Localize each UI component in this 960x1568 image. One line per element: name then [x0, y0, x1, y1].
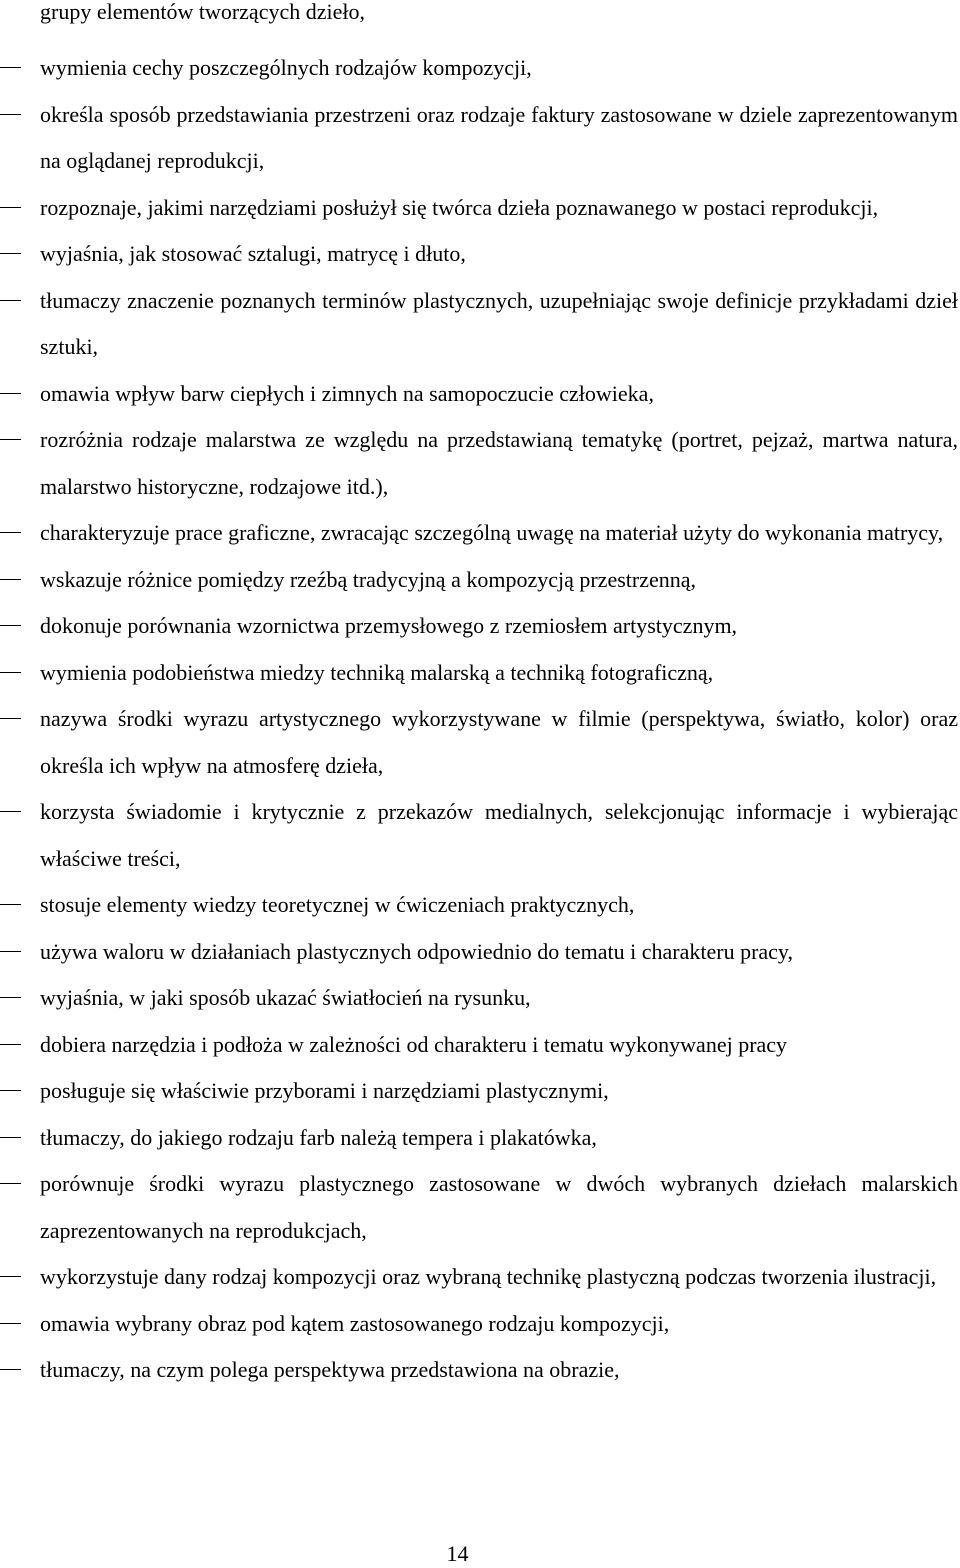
list-item	[0, 789, 960, 882]
list-item	[0, 882, 960, 929]
list-item	[0, 650, 960, 697]
dash-bullet-icon	[0, 1369, 21, 1370]
list-item	[0, 1301, 960, 1348]
list-item-text: nazywa środki wyrazu artystycznego wykorzystywane w filmie (perspektywa, światło, kolor) oraz określa ich wpływ na atmosferę dzieła,	[40, 706, 958, 778]
list-item	[0, 1347, 960, 1394]
list-item-text: dobiera narzędzia i podłoża w zależności od charakteru i tematu wykonywanej pracy	[40, 1031, 788, 1057]
list-item-text: używa waloru w działaniach plastycznych odpowiednio do tematu i charakteru pracy,	[40, 938, 794, 964]
list-item	[0, 1068, 960, 1115]
list-item	[0, 231, 960, 278]
list-item-text: wykorzystuje dany rodzaj kompozycji oraz wybraną technikę plastyczną podczas tworzenia ilustracji,	[40, 1264, 937, 1289]
dash-bullet-icon	[0, 300, 21, 301]
dash-bullet-icon	[0, 67, 21, 68]
list-item-text: tłumaczy, na czym polega perspektywa przedstawiona na obrazie,	[40, 1357, 620, 1382]
list-item	[0, 1022, 960, 1069]
dash-bullet-icon	[0, 114, 21, 115]
list-item-text: stosuje elementy wiedzy teoretycznej w ćwiczeniach praktycznych,	[40, 892, 635, 917]
list-item-text: wskazuje różnice pomiędzy rzeźbą tradycyjną a kompozycją przestrzenną,	[40, 566, 697, 592]
list-item	[0, 929, 960, 976]
bullet-list	[0, 45, 960, 1394]
list-item-text: wyjaśnia, jak stosować sztalugi, matrycę i dłuto,	[40, 241, 466, 266]
list-item	[0, 1254, 960, 1301]
dash-bullet-icon	[0, 904, 21, 905]
dash-bullet-icon	[0, 811, 21, 812]
list-item-text: posługuje się właściwie przyborami i narzędziami plastycznymi,	[40, 1078, 609, 1103]
list-item	[0, 557, 960, 604]
dash-bullet-icon	[0, 672, 21, 673]
list-item-text: rozpoznaje, jakimi narzędziami posłużył się twórca dzieła poznawanego w postaci reprodukcji,	[40, 194, 879, 220]
dash-bullet-icon	[0, 1044, 21, 1045]
list-item	[0, 45, 960, 92]
dash-bullet-icon	[0, 1183, 21, 1184]
list-item-text: dokonuje porównania wzornictwa przemysłowego z rzemiosłem artystycznym,	[40, 613, 738, 638]
list-item	[0, 278, 960, 371]
list-item-text: tłumaczy znaczenie poznanych terminów plastycznych, uzupełniając swoje definicje przykładami dzieł sztuki,	[40, 287, 958, 359]
dash-bullet-icon	[0, 625, 21, 626]
list-item-text: omawia wybrany obraz pod kątem zastosowanego rodzaju kompozycji,	[40, 1310, 670, 1336]
list-item	[0, 185, 960, 232]
list-item-text: porównuje środki wyrazu plastycznego zastosowane w dwóch wybranych dziełach malarskich zaprezentowanych na reprodukcjach,	[40, 1171, 958, 1243]
dash-bullet-icon	[0, 1137, 21, 1138]
list-item-text: określa sposób przedstawiania przestrzeni oraz rodzaje faktury zastosowane w dziele zaprezentowanym na oglądanej reprodukcji,	[40, 101, 958, 173]
continuation-line: grupy elementów tworzących dzieło,	[40, 0, 365, 24]
list-item	[0, 1161, 960, 1254]
dash-bullet-icon	[0, 532, 21, 533]
dash-bullet-icon	[0, 253, 21, 254]
list-item-text: charakteryzuje prace graficzne, zwracając szczególną uwagę na materiał użyty do wykonania matrycy,	[40, 520, 944, 545]
dash-bullet-icon	[0, 1090, 21, 1091]
page-number: 14	[446, 1541, 469, 1566]
list-item	[0, 417, 960, 510]
dash-bullet-icon	[0, 1276, 21, 1277]
dash-bullet-icon	[0, 997, 21, 998]
list-item	[0, 1115, 960, 1162]
dash-bullet-icon	[0, 207, 21, 208]
list-item	[0, 975, 960, 1022]
dash-bullet-icon	[0, 439, 21, 440]
list-item-text: tłumaczy, do jakiego rodzaju farb należą tempera i plakatówka,	[40, 1124, 597, 1150]
list-item-text: rozróżnia rodzaje malarstwa ze względu na przedstawianą tematykę (portret, pejzaż, martwa natura, malarstwo historyczne, rodzajowe itd.),	[40, 427, 958, 499]
list-item	[0, 371, 960, 418]
dash-bullet-icon	[0, 1323, 21, 1324]
list-item	[0, 510, 960, 557]
list-item	[0, 92, 960, 185]
list-item-text: omawia wpływ barw ciepłych i zimnych na samopoczucie człowieka,	[40, 380, 654, 406]
list-item	[0, 696, 960, 789]
list-item-text: wyjaśnia, w jaki sposób ukazać światłocień na rysunku,	[40, 985, 531, 1010]
dash-bullet-icon	[0, 951, 21, 952]
dash-bullet-icon	[0, 393, 21, 394]
list-item-text: wymienia podobieństwa miedzy techniką malarską a techniką fotograficzną,	[40, 659, 714, 685]
list-item-text: wymienia cechy poszczególnych rodzajów kompozycji,	[40, 55, 532, 80]
dash-bullet-icon	[0, 718, 21, 719]
list-item	[0, 603, 960, 650]
dash-bullet-icon	[0, 579, 21, 580]
list-item-text: korzysta świadomie i krytycznie z przekazów medialnych, selekcjonując informacje i wybierając właściwe treści,	[40, 799, 958, 871]
